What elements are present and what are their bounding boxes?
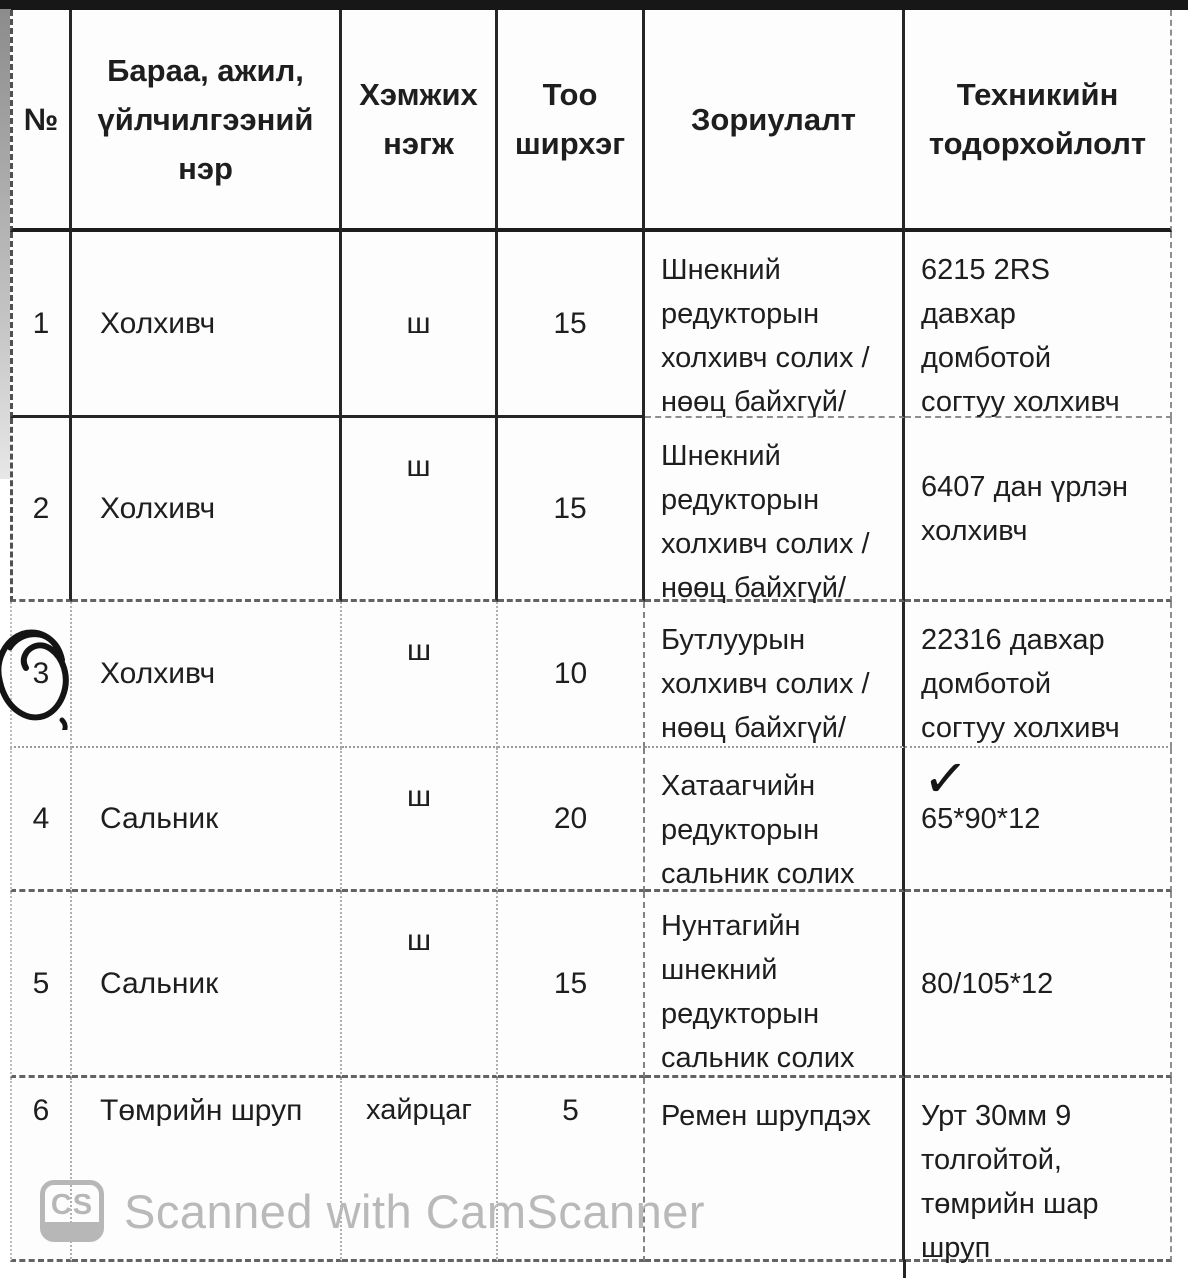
row6-unit-value: хайрцаг: [366, 1094, 472, 1126]
camscanner-watermark: [40, 1180, 705, 1242]
row3-spec-text: 22316 давхар домботой согтуу холхивч: [921, 624, 1120, 744]
row2-no: [10, 418, 72, 602]
row2-name: [72, 418, 342, 602]
row2-purpose-value: Шнекний редукторын холхивч солих /нөөц байхгүй/: [661, 440, 870, 604]
row1-spec: [905, 232, 1172, 418]
row2-purpose: [645, 418, 905, 602]
row5-qty: [498, 892, 645, 1078]
row2-unit-value: ш: [406, 450, 431, 483]
row6-name-value: Төмрийн шруп: [100, 1094, 303, 1127]
header-spec-label: Техникийн тодорхойлолт: [928, 77, 1147, 161]
row1-purpose: [645, 232, 905, 418]
camscanner-logo-bar: [45, 1222, 99, 1237]
header-item-name: [72, 10, 342, 232]
row1-unit-value: ш: [406, 306, 431, 340]
row4-unit-value: ш: [406, 780, 432, 813]
row3-qty: [498, 602, 645, 748]
row1-name-value: Холхивч: [100, 306, 216, 340]
row1-no: [10, 232, 72, 418]
row3-name: [72, 602, 342, 748]
row4-no: [10, 748, 72, 892]
row3-purpose-value: Бутлуурын холхивч солих /нөөц байхгүй/: [661, 624, 870, 744]
row5-spec-value: 80/105*12: [921, 967, 1054, 1000]
row2-unit: [342, 418, 498, 602]
row3-unit-value: ш: [406, 634, 432, 667]
row5-spec: [905, 892, 1172, 1078]
row2-no-value: 2: [32, 491, 50, 525]
header-qty-label: Тоо ширхэг: [514, 77, 626, 161]
row5-qty-value: 15: [553, 966, 588, 1000]
row1-spec-value: 6215 2RS давхар домботой согтуу холхивч: [921, 254, 1120, 418]
camscanner-watermark-label: Scanned with CamScanner: [124, 1184, 706, 1238]
header-purpose-label: Зориулалт: [691, 101, 856, 137]
row5-unit-value: ш: [406, 924, 432, 957]
header-unit: [342, 10, 498, 232]
header-spec: [905, 10, 1172, 232]
row5-purpose-value: Нунтагийн шнекний редукторын сальник солих: [661, 910, 855, 1074]
row2-qty: [498, 418, 645, 602]
row4-purpose: [645, 748, 905, 892]
table-line-overrun: [903, 1260, 906, 1278]
row6-purpose-value: Ремен шрупдэх: [661, 1100, 871, 1132]
row2-spec-value: 6407 дан үрлэн холхивч: [921, 470, 1129, 547]
row2-name-value: Холхивч: [100, 491, 216, 525]
row1-name: [72, 232, 342, 418]
row3-name-value: Холхивч: [100, 657, 216, 690]
row2-qty-value: 15: [553, 491, 587, 525]
row4-spec-value: 65*90*12: [921, 802, 1041, 835]
pen-checkmark-annotation: ✓: [920, 747, 971, 811]
row3-qty-value: 10: [553, 657, 588, 690]
row5-name: [72, 892, 342, 1078]
row6-no-value: 6: [32, 1094, 50, 1127]
camscanner-logo-icon: [40, 1180, 104, 1242]
header-unit-label: Хэмжих нэгж: [359, 77, 478, 161]
row3-no: [10, 602, 72, 748]
row1-no-value: 1: [32, 306, 50, 340]
row1-unit: [342, 232, 498, 418]
row4-qty-value: 20: [553, 801, 588, 835]
row1-qty-value: 15: [553, 306, 587, 340]
row4-name: [72, 748, 342, 892]
parts-table: [10, 10, 1172, 1262]
header-no: [10, 10, 72, 232]
header-no-label: №: [23, 101, 59, 137]
row4-unit: [342, 748, 498, 892]
row2-spec: [905, 418, 1172, 602]
header-purpose: [645, 10, 905, 232]
row3-spec: [905, 602, 1172, 811]
row5-purpose: [645, 892, 905, 1078]
row3-unit: [342, 602, 498, 748]
row1-purpose-value: Шнекний редукторын холхивч солих /нөөц байхгүй/: [661, 254, 870, 418]
header-qty: [498, 10, 645, 232]
row5-unit: [342, 892, 498, 1078]
row6-spec-value: Урт 30мм 9 толгойтой, төмрийн шар шруп: [921, 1100, 1099, 1264]
row4-purpose-value: Хатаагчийн редукторын сальник солих: [661, 770, 855, 890]
camscanner-logo-text: CS: [50, 1188, 94, 1221]
row4-qty: [498, 748, 645, 892]
row1-qty: [498, 232, 645, 418]
row4-name-value: Сальник: [100, 801, 219, 835]
row5-name-value: Сальник: [100, 966, 219, 1000]
row5-no: [10, 892, 72, 1078]
row5-no-value: 5: [32, 966, 50, 1000]
row6-spec: [905, 1078, 1172, 1262]
row6-qty-value: 5: [562, 1094, 579, 1127]
row4-no-value: 4: [32, 801, 50, 835]
row4-spec: [905, 748, 1172, 892]
row3-no-value: 3: [32, 657, 50, 690]
row3-purpose: [645, 602, 905, 748]
scan-edge-top: [0, 0, 1188, 10]
header-item-name-label: Бараа, ажил, үйлчилгээний нэр: [97, 52, 314, 186]
